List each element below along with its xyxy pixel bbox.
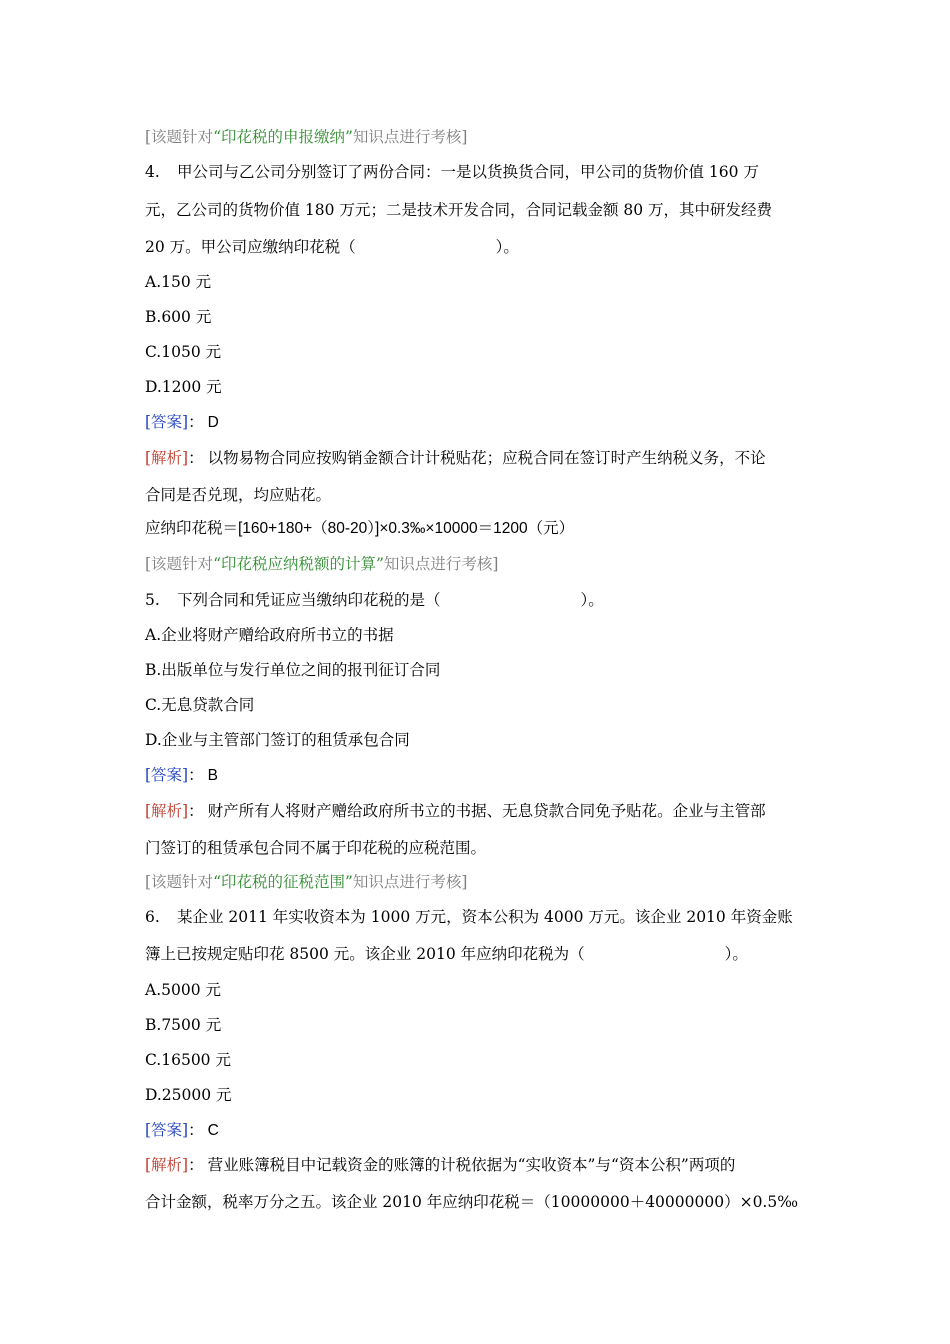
answer-label: [答案] [145,413,189,431]
q6-analysis-line-1 [145,1155,735,1175]
question-text: ）。 [580,591,604,609]
q5-analysis-line-1 [145,801,766,821]
q6-answer [145,1120,219,1141]
q5-option-d: D.企业与主管部门签订的租赁承包合同 [145,731,410,749]
q6-option-a: A.5000 元 [145,981,221,999]
q4-analysis-line-2: 合同是否兑现，均应贴花。 [145,486,332,504]
answer-label: [答案] [145,766,189,784]
q6-stem-line-2 [145,944,748,964]
tag-topic: “印花税的申报缴纳” [213,128,353,146]
question-text: 某企业 2011 年实收资本为 1000 万元，资本公积为 4000 万元。该企业 2010 年资金账 [177,908,793,926]
q4-stem-line-3 [145,237,519,257]
q5-option-a: A.企业将财产赠给政府所书立的书据 [145,626,394,644]
q5-option-b: B.出版单位与发行单位之间的报刊征订合同 [145,661,441,679]
question-text: 甲公司与乙公司分别签订了两份合同：一是以货换货合同，甲公司的货物价值 160 万 [177,163,759,181]
analysis-text: 营业账簿税目中记载资金的账簿的计税依据为“实收资本”与“资本公积”两项的 [207,1156,736,1174]
q4-option-b: B.600 元 [145,308,212,326]
question-text: 下列合同和凭证应当缴纳印花税的是（ [177,591,441,609]
tag-prefix: [该题针对 [145,128,214,146]
answer-value: C [207,1122,219,1139]
analysis-text: 财产所有人将财产赠给政府所书立的书据、无息贷款合同免予贴花。企业与主管部 [207,802,766,820]
colon: ： [188,1121,204,1139]
question-text: 20 万。甲公司应缴纳印花税（ [145,238,356,256]
q6-analysis-line-2: 合计金额，税率万分之五。该企业 2010 年应纳印花税＝（10000000＋40000000）×0.5‰ [145,1193,799,1211]
tag-suffix: 知识点进行考核] [383,555,499,573]
colon: ： [188,413,204,431]
tag-topic: “印花税的征税范围” [213,873,353,891]
q5-stem-line-1 [145,590,604,610]
colon: ： [188,1156,204,1174]
question-text: ）。 [495,238,519,256]
question-text: 簿上已按规定贴印花 8500 元。该企业 2010 年应纳印花税为（ [145,945,585,963]
q4-option-c: C.1050 元 [145,343,222,361]
q4-analysis-line-1 [145,448,766,468]
question-text: ）。 [724,945,748,963]
tag-suffix: 知识点进行考核] [352,128,468,146]
tag-prefix: [该题针对 [145,873,214,891]
tag-topic: “印花税应纳税额的计算” [213,555,384,573]
tag-suffix: 知识点进行考核] [352,873,468,891]
q5-topic-tag [145,872,467,892]
answer-value: B [207,767,218,784]
analysis-label: [解析] [145,449,189,467]
question-number: 6. [145,908,160,926]
q4-calculation: 应纳印花税＝[160+180+（80-20）]×0.3‰×10000＝1200（元） [145,520,575,537]
q5-answer [145,765,218,786]
q4-answer [145,412,219,433]
analysis-label: [解析] [145,1156,189,1174]
answer-value: D [207,414,219,431]
q4-stem-line-1 [145,162,759,182]
q6-stem-line-1 [145,907,793,927]
q6-option-b: B.7500 元 [145,1016,222,1034]
q4-topic-tag [145,554,498,574]
analysis-label: [解析] [145,802,189,820]
colon: ： [188,802,204,820]
q4-option-a: A.150 元 [145,273,212,291]
question-number: 4. [145,163,160,181]
q4-option-d: D.1200 元 [145,378,222,396]
q6-option-c: C.16500 元 [145,1051,231,1069]
q5-analysis-line-2: 门签订的租赁承包合同不属于印花税的应税范围。 [145,839,487,857]
q3-topic-tag [145,127,467,147]
colon: ： [188,449,204,467]
q5-option-c: C.无息贷款合同 [145,696,255,714]
tag-prefix: [该题针对 [145,555,214,573]
q6-option-d: D.25000 元 [145,1086,232,1104]
analysis-text: 以物易物合同应按购销金额合计计税贴花；应税合同在签订时产生纳税义务，不论 [207,449,766,467]
question-number: 5. [145,591,160,609]
colon: ： [188,766,204,784]
answer-label: [答案] [145,1121,189,1139]
q4-stem-line-2: 元，乙公司的货物价值 180 万元；二是技术开发合同，合同记载金额 80 万，其中研发经费 [145,201,773,219]
